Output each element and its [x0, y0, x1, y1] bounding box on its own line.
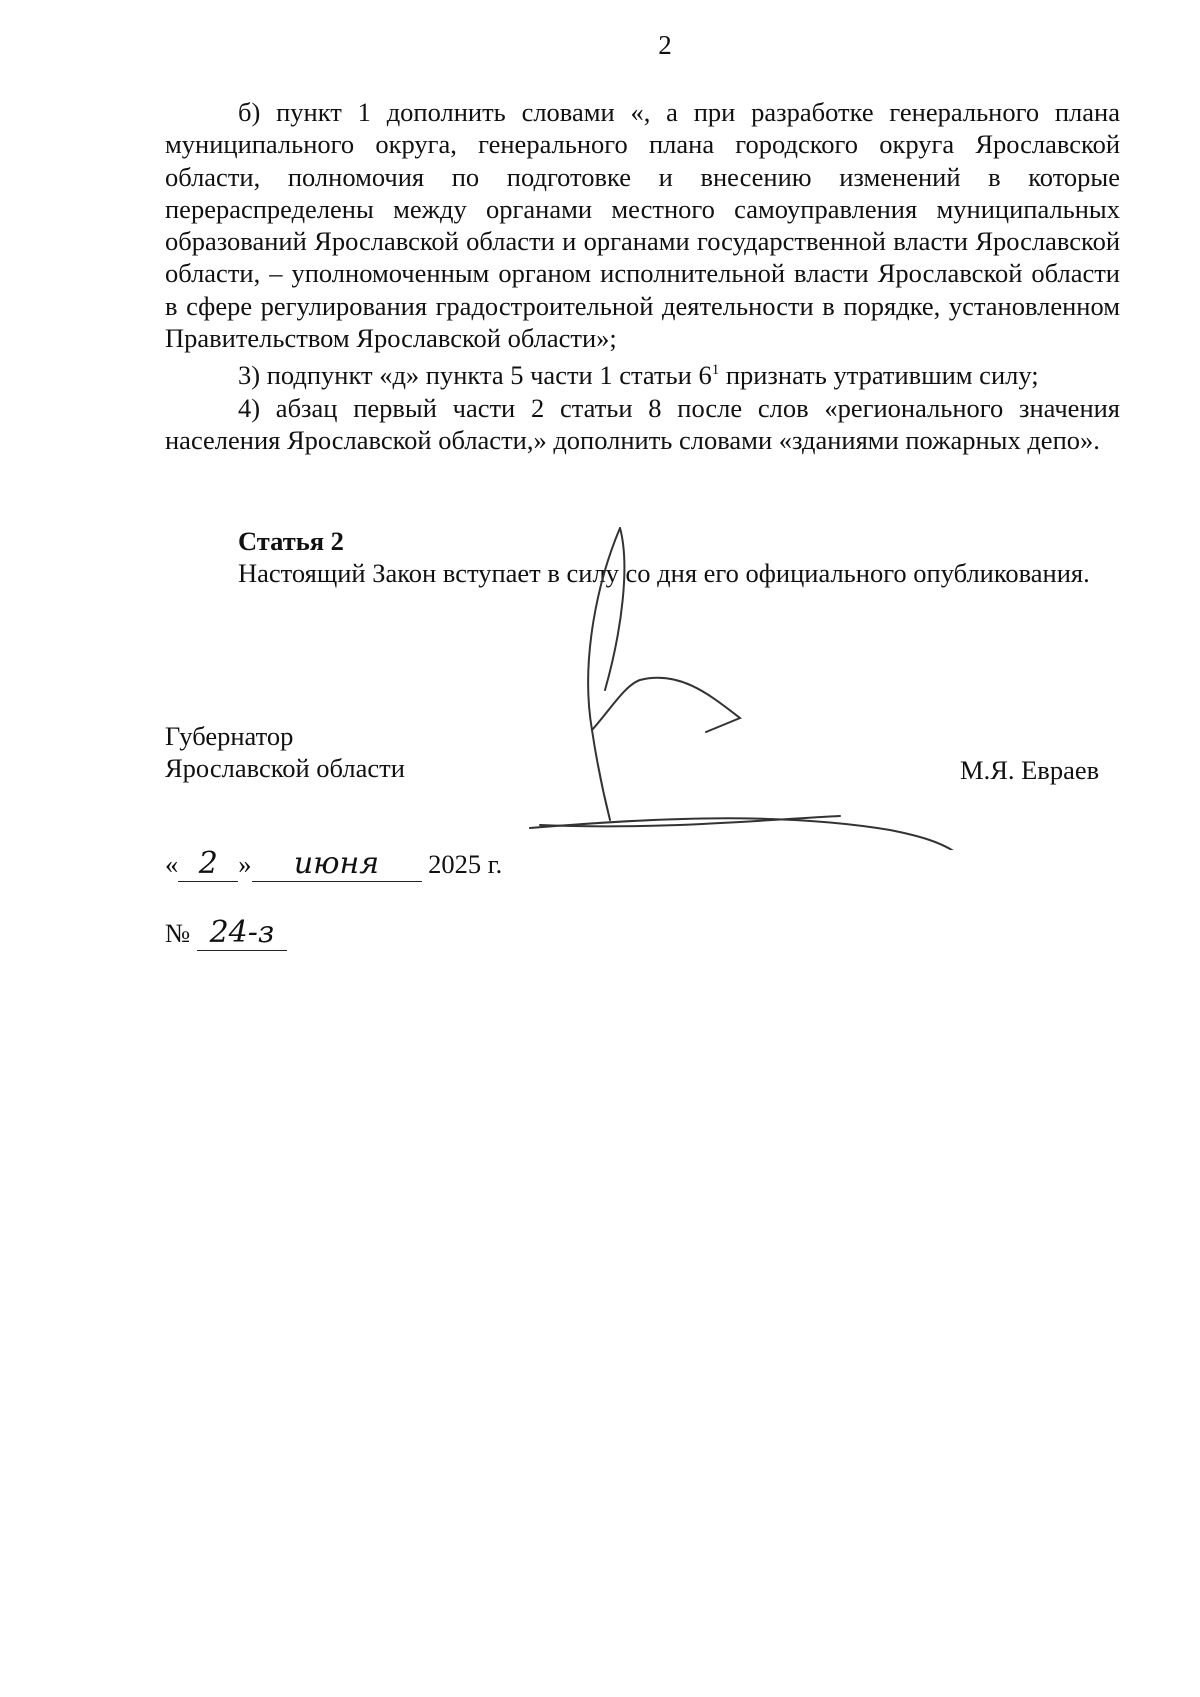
signing-date — [165, 846, 502, 882]
number-value: 24-з — [197, 915, 287, 951]
number-prefix: № — [165, 918, 191, 948]
date-day: 2 — [178, 846, 238, 882]
paragraph-3-sup: 1 — [711, 362, 720, 379]
date-year: 2025 г. — [428, 849, 503, 879]
date-close-quote: » — [238, 849, 252, 879]
date-open-quote: « — [165, 849, 179, 879]
paragraph-3-before: 3) подпункт «д» пункта 5 части 1 статьи 6 — [238, 360, 712, 391]
amendment-text — [165, 96, 1120, 456]
signatory-title-line1: Губернатор — [165, 721, 294, 751]
signatory-title-line2: Ярославской области — [165, 753, 405, 783]
paragraph-3-after: признать утратившим силу; — [719, 360, 1039, 391]
paragraph-b: б) пункт 1 дополнить словами «, а при разработке генерального плана муниципального округа, генерального плана городского округа Ярославской области, полномочия по подготовке и внесению изменений в которые перераспределены между органами местного самоуправления муниципальных образований Ярославской области и органами государственной власти Ярославской области, – уполномоченным органом исполнительной власти Ярославской области в сфере регулирования градостроительной деятельности в порядке, установленном Правительством Ярославской области»; — [165, 97, 1120, 354]
paragraph-3 — [165, 354, 1120, 391]
paragraph-4: 4) абзац первый части 2 статьи 8 после слов «регионального значения населения Ярославской области,» дополнить словами «зданиями пожарных депо». — [165, 392, 1120, 455]
signatory-title — [165, 720, 405, 784]
article-text: Настоящий Закон вступает в силу со дня его официального опубликования. — [238, 558, 1090, 589]
article-heading: Статья 2 — [238, 526, 344, 556]
law-number — [165, 915, 287, 951]
date-month: июня — [252, 846, 422, 882]
handwritten-signature — [510, 520, 990, 850]
page-number: 2 — [658, 30, 672, 60]
signatory-name: М.Я. Евраев — [960, 755, 1100, 785]
